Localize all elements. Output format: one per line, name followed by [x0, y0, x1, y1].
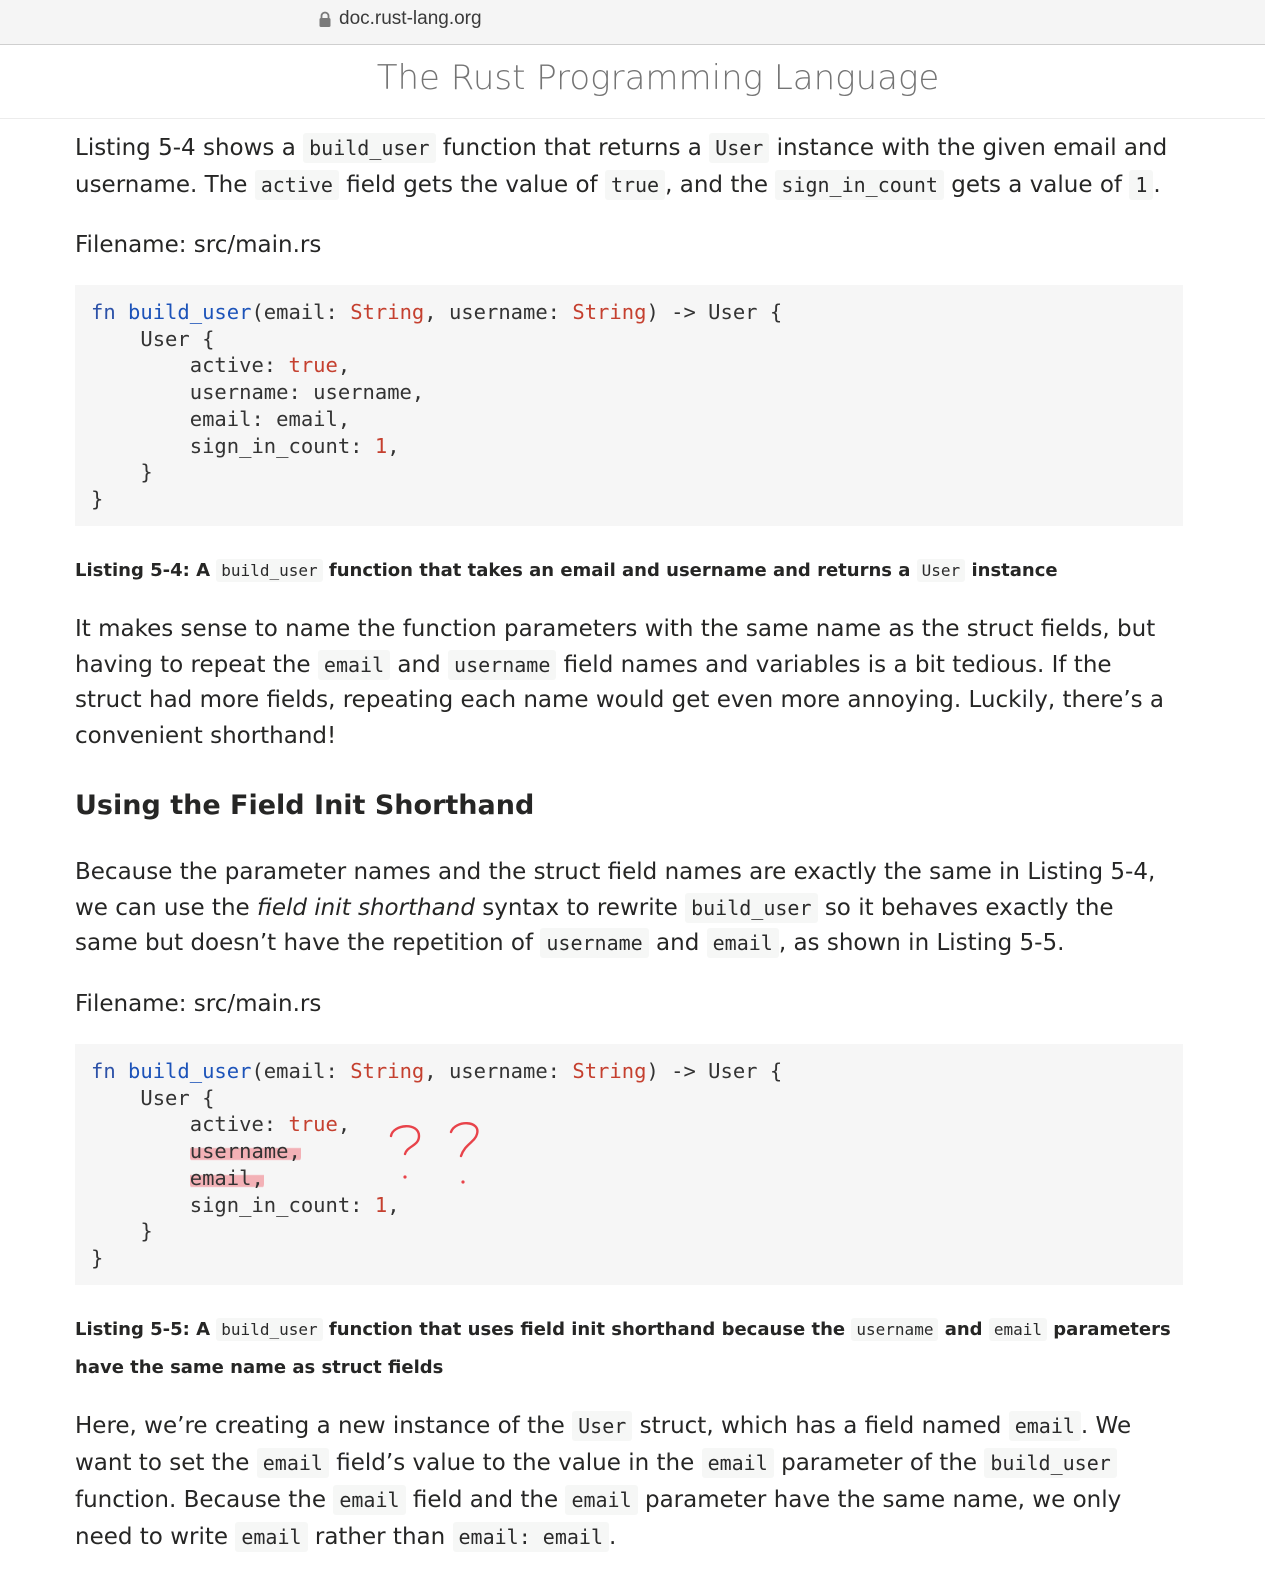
inline-code: User — [572, 1411, 632, 1441]
inline-code: username — [540, 928, 648, 958]
inline-code: build_user — [216, 1318, 322, 1341]
menu-divider — [0, 118, 1265, 119]
inline-code: build_user — [303, 133, 435, 163]
body-paragraph: It makes sense to name the function parameters with the same name as the struct fields, but having to repeat the email and username field names and variables is a bit tedious. If the struct had more fields, repeating each name would get even more annoying. Luckily, there’s a convenient shorthand! — [75, 616, 1165, 749]
inline-code: email — [1009, 1411, 1081, 1441]
inline-code: build_user — [216, 559, 322, 582]
question-marks-annotation — [381, 1120, 491, 1190]
highlight-mark: username, — [189, 1139, 301, 1164]
inline-code: email — [235, 1522, 307, 1552]
browser-url-bar[interactable] — [0, 0, 1265, 45]
code-listing-5-5[interactable]: fn build_user(email: String, username: String) -> User { User { active: true, username, email, sign_in_count: 1, } } — [75, 1044, 1183, 1285]
intro-paragraph: Listing 5-4 shows a build_user function that returns a User instance with the given email and username. The active field gets the value of true , and the sign_in_count gets a value of 1 . — [75, 135, 1168, 198]
inline-code: build_user — [984, 1448, 1116, 1478]
inline-code: email — [702, 1448, 774, 1478]
inline-code: email: email — [453, 1522, 610, 1552]
body-paragraph: Here, we’re creating a new instance of the User struct, which has a field named email . We want to set the email field’s value to the value in the email parameter of the build_user function. Because the email field and the email parameter have the same name, we only need to write email rather than email: email . — [75, 1413, 1132, 1550]
inline-code: sign_in_count — [775, 170, 944, 200]
inline-code: email — [257, 1448, 329, 1478]
inline-code: true — [605, 170, 665, 200]
book-title[interactable]: The Rust Programming Language — [376, 58, 940, 98]
address-field[interactable] — [318, 8, 482, 30]
highlight-mark: email, — [189, 1165, 264, 1190]
listing-caption: Listing 5-5: A build_user function that uses field init shorthand because the username and email parameters have the same name as struct fields — [75, 1319, 1171, 1378]
listing-caption: Listing 5-4: A build_user function that takes an email and username and returns a User instance — [75, 560, 1058, 581]
code-listing-5-4[interactable]: fn build_user(email: String, username: String) -> User { User { active: true, username: username, email: email, sign_in_count: 1, } } — [75, 285, 1183, 526]
inline-code: active — [255, 170, 339, 200]
filename-label: Filename: src/main.rs — [75, 991, 322, 1017]
url-text: doc.rust-lang.org — [339, 8, 482, 29]
inline-code: email — [333, 1485, 405, 1515]
filename-label: Filename: src/main.rs — [75, 232, 322, 258]
inline-code: User — [709, 133, 769, 163]
inline-code: email — [989, 1318, 1047, 1341]
body-paragraph: Because the parameter names and the struct field names are exactly the same in Listing 5-4, we can use the field init shorthand syntax to rewrite build_user so it behaves exactly the same but doesn’t have the repetition of username and email , as shown in Listing 5-5. — [75, 859, 1156, 956]
lock-icon — [318, 11, 332, 28]
section-heading[interactable]: Using the Field Init Shorthand — [75, 790, 535, 821]
inline-code: username — [448, 650, 556, 680]
inline-code: email — [565, 1485, 637, 1515]
inline-code: 1 — [1129, 170, 1153, 200]
inline-code: email — [318, 650, 390, 680]
inline-code: build_user — [685, 893, 817, 923]
code-listing-5-5-wrap — [75, 1044, 1183, 1285]
inline-code: username — [851, 1318, 938, 1341]
inline-code: email — [707, 928, 779, 958]
inline-code: User — [917, 559, 966, 582]
